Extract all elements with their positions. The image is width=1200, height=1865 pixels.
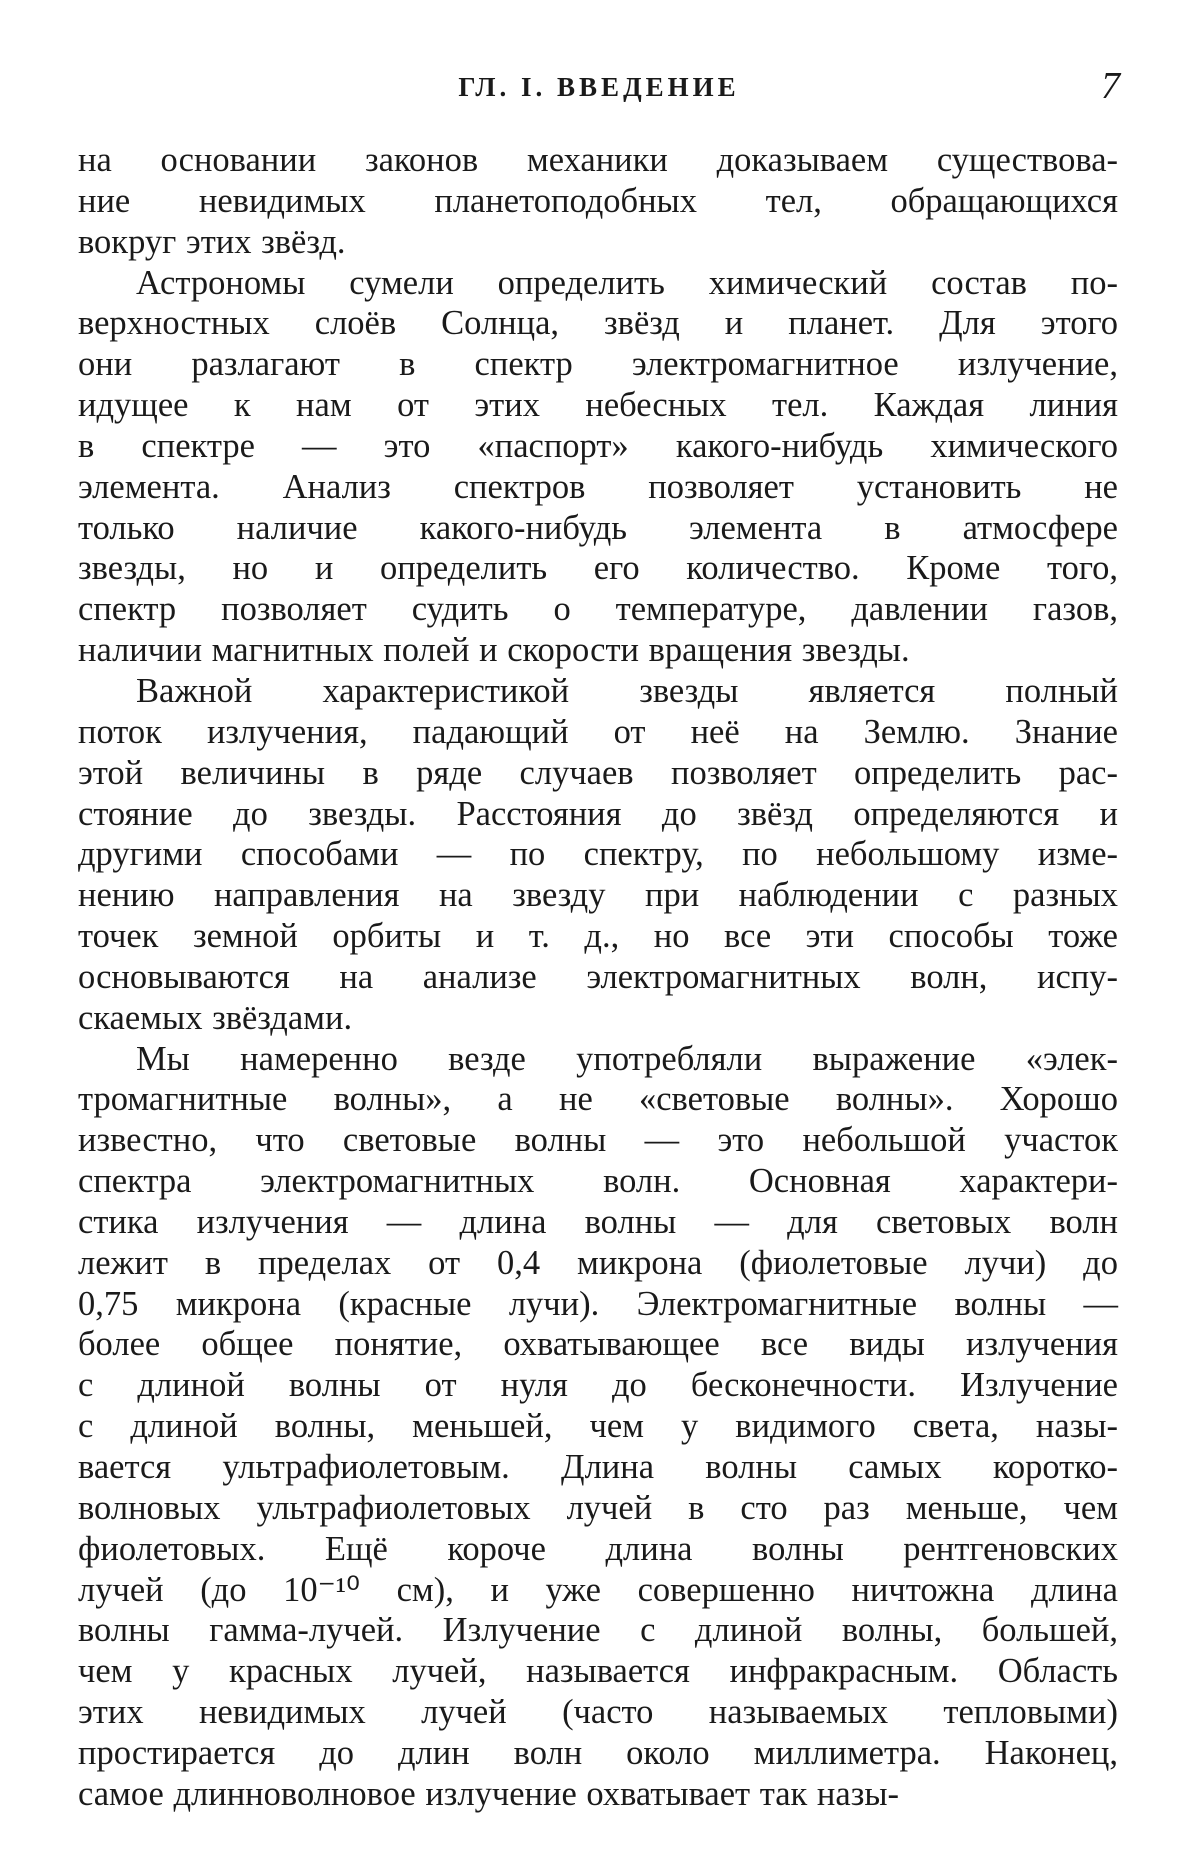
text-line: спектр позволяет судить о температуре, давлении газов, [78, 590, 1118, 629]
text-line: в спектре — это «паспорт» какого-нибудь химического [78, 426, 1118, 465]
paragraph [78, 263, 1118, 671]
text-line: на основании законов механики доказываем существова- [78, 141, 1118, 179]
text-line: этой величины в ряде случаев позволяет определить рас- [78, 753, 1118, 792]
text-line: волны гамма-лучей. Излучение с длиной волны, большей, [78, 1611, 1118, 1650]
text-line: стояние до звезды. Расстояния до звёзд определяются и [78, 794, 1118, 833]
body-text [78, 140, 1118, 1815]
running-head [78, 64, 1120, 112]
text-line: фиолетовых. Ещё короче длина волны рентгеновских [78, 1529, 1118, 1568]
text-line: элемента. Анализ спектров позволяет установить не [78, 467, 1118, 506]
text-line: верхностных слоёв Солнца, звёзд и планет. Для этого [78, 304, 1118, 343]
text-line: самое длинноволновое излучение охватывает так назы- [78, 1774, 900, 1813]
text-line: вается ультрафиолетовым. Длина волны самых коротко- [78, 1448, 1118, 1486]
text-line: известно, что световые волны — это небольшой участок [78, 1121, 1118, 1160]
text-line: спектра электромагнитных волн. Основная характери- [78, 1162, 1118, 1201]
text-line: простирается до длин волн около миллиметра. Наконец, [78, 1733, 1118, 1772]
text-line: стика излучения — длина волны — для световых волн [78, 1202, 1118, 1241]
text-line: чем у красных лучей, называется инфракрасным. Область [78, 1652, 1118, 1691]
text-line: они разлагают в спектр электромагнитное излучение, [78, 345, 1118, 384]
text-line: вокруг этих звёзд. [78, 222, 346, 261]
text-line: Важной характеристикой звезды является полный [136, 671, 1118, 710]
text-line: ние невидимых планетоподобных тел, обращающихся [78, 181, 1118, 220]
text-line: скаемых звёздами. [78, 998, 353, 1037]
text-line: этих невидимых лучей (часто называемых тепловыми) [78, 1693, 1118, 1732]
text-line: нению направления на звезду при наблюдении с разных [78, 876, 1118, 915]
text-line: наличии магнитных полей и скорости вращения звезды. [78, 631, 910, 670]
chapter-title: ГЛ. I. ВВЕДЕНИЕ [458, 72, 740, 102]
paragraph [78, 671, 1118, 1039]
text-line: поток излучения, падающий от неё на Землю. Знание [78, 712, 1118, 751]
text-line: Мы намеренно везде употребляли выражение «элек- [136, 1039, 1118, 1078]
text-line: с длиной волны от нуля до бесконечности. Излучение [78, 1366, 1118, 1405]
text-line: основываются на анализе электромагнитных волн, испу- [78, 957, 1118, 996]
text-line: лучей (до 10⁻¹⁰ см), и уже совершенно ничтожна длина [78, 1570, 1118, 1609]
text-line: только наличие какого-нибудь элемента в атмосфере [78, 508, 1118, 547]
text-line: другими способами — по спектру, по небольшому изме- [78, 835, 1118, 874]
paragraph [78, 1039, 1118, 1815]
page-number: 7 [1101, 65, 1120, 107]
paragraph [78, 140, 1118, 263]
text-line: тромагнитные волны», а не «световые волны». Хорошо [78, 1080, 1118, 1119]
text-line: идущее к нам от этих небесных тел. Каждая линия [78, 386, 1118, 425]
text-line: более общее понятие, охватывающее все виды излучения [78, 1325, 1118, 1364]
text-line: волновых ультрафиолетовых лучей в сто раз меньше, чем [78, 1488, 1118, 1527]
text-line: звезды, но и определить его количество. Кроме того, [78, 549, 1118, 588]
text-line: с длиной волны, меньшей, чем у видимого света, назы- [78, 1407, 1118, 1446]
text-line: лежит в пределах от 0,4 микрона (фиолетовые лучи) до [78, 1243, 1118, 1282]
text-line: точек земной орбиты и т. д., но все эти способы тоже [78, 917, 1118, 956]
text-line: Астрономы сумели определить химический состав по- [136, 263, 1118, 302]
text-line: 0,75 микрона (красные лучи). Электромагнитные волны — [78, 1284, 1118, 1323]
